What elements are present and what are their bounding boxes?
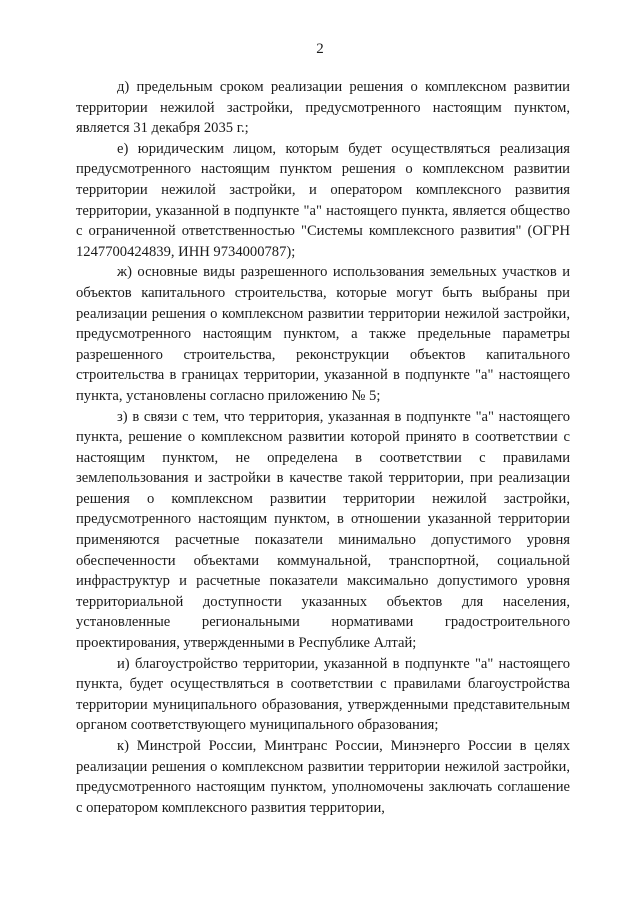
- paragraph-i: и) благоустройство территории, указанной в подпункте "а" настоящего пункта, будет осуществляться в соответствии с правилами благоустройства территории муниципального образования, утвержденными представительным органом соответствующего муниципального образования;: [76, 655, 570, 734]
- paragraph-e: е) юридическим лицом, которым будет осуществляться реализация предусмотренного настоящим пунктом решения о комплексном развитии территории нежилой застройки, и оператором комплексного развития территории, указанной в подпункте "а" настоящего пункта, является общество с ограниченной ответственностью "Системы комплексного развития" (ОГРН 1247700424839, ИНН 9734000787);: [76, 140, 570, 260]
- paragraph-k: к) Минстрой России, Минтранс России, Минэнерго России в целях реализации решения о комплексном развитии территории нежилой застройки, предусмотренного настоящим пунктом, уполномочены заключать соглашение с оператором комплексного развития территории,: [76, 738, 570, 816]
- paragraph-zh: ж) основные виды разрешенного использования земельных участков и объектов капитального строительства, которые могут быть выбраны при реализации решения о комплексном развитии территории нежилой застройки, предусмотренного настоящим пунктом, а также предельные параметры разрешенного строительства, реконструкции объектов капитального строительства в границах территории, указанной в подпункте "а" настоящего пункта, установлены согласно приложению № 5;: [76, 264, 570, 404]
- document-body: [76, 77, 570, 818]
- paragraph-d: д) предельным сроком реализации решения о комплексном развитии территории нежилой застройки, предусмотренного настоящим пунктом, является 31 декабря 2035 г.;: [76, 79, 570, 137]
- paragraph-z: з) в связи с тем, что территория, указанная в подпункте "а" настоящего пункта, решение о комплексном развитии которой принято в соответствии с настоящим пунктом, не определена в соответствии с правилами землепользования и застройки в качестве такой территории, при реализации решения о комплексном развитии территории нежилой застройки, предусмотренного настоящим пунктом, в отношении указанной территории применяются расчетные показатели минимально допустимого уровня обеспеченности объектами коммунальной, транспортной, социальной инфраструктур и расчетные показатели максимально допустимого уровня территориальной доступности указанных объектов для населения, установленные региональными нормативами градостроительного проектирования, утвержденными в Республике Алтай;: [76, 408, 570, 652]
- page-number: 2: [316, 41, 324, 57]
